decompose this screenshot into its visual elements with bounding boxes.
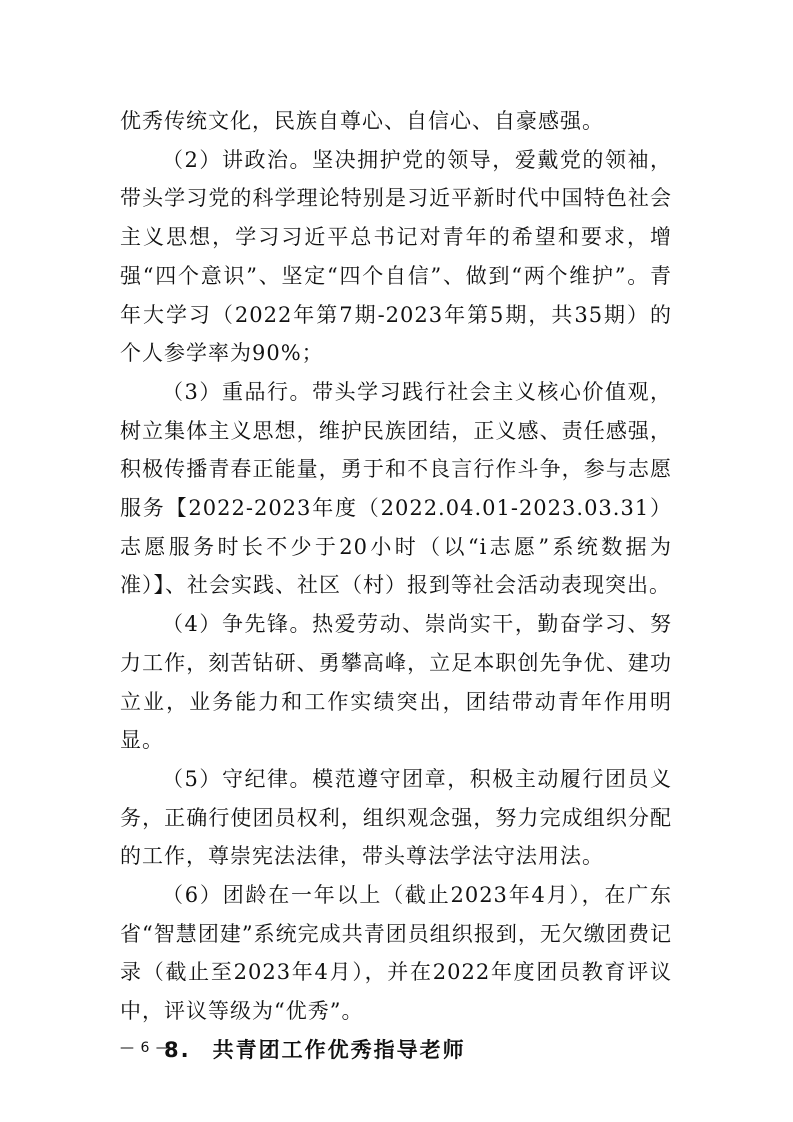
- paragraph-discipline: （5）守纪律。模范遵守团章，积极主动履行团员义务，正确行使团员权利，组织观念强，努力完成组织分配的工作，尊崇宪法法律，带头尊法学法守法用法。: [120, 766, 672, 869]
- paragraph-politics: （2）讲政治。坚决拥护党的领导，爱戴党的领袖，带头学习党的科学理论特别是习近平新时代中国特色社会主义思想，学习习近平总书记对青年的希望和要求，增强“四个意识”、坚定“四个自信”、做到“两个维护”。青年大学习（2022年第7期-2023年第5期，共35期）的个人参学率为90%；: [120, 147, 672, 366]
- heading-number: 8.: [164, 1037, 191, 1062]
- body-text: [120, 102, 672, 1070]
- section-heading: [120, 1031, 672, 1070]
- paragraph-pioneer: （4）争先锋。热爱劳动、崇尚实干，勤奋学习、努力工作，刻苦钻研、勇攀高峰，立足本职创先争优、建功立业，业务能力和工作实绩突出，团结带动青年作用明显。: [120, 612, 672, 753]
- paragraph-membership: （6）团龄在一年以上（截止2023年4月），在广东省“智慧团建”系统完成共青团员组织报到，无欠缴团费记录（截止至2023年4月），并在2022年度团员教育评议中，评议等级为“优秀”。: [120, 883, 672, 1024]
- paragraph-continuation: 优秀传统文化，民族自尊心、自信心、自豪感强。: [120, 109, 604, 133]
- paragraph-conduct: （3）重品行。带头学习践行社会主义核心价值观，树立集体主义思想，维护民族团结，正义感、责任感强，积极传播青春正能量，勇于和不良言行作斗争，参与志愿服务【2022-2023年度（2022.04.01-2023.03.31）志愿服务时长不少于20小时（以“i志愿”系统数据为准）】、社会实践、社区（村）报到等社会活动表现突出。: [120, 379, 672, 598]
- page-number: — 6 —: [120, 1040, 171, 1056]
- heading-title: 共青团工作优秀指导老师: [212, 1037, 466, 1062]
